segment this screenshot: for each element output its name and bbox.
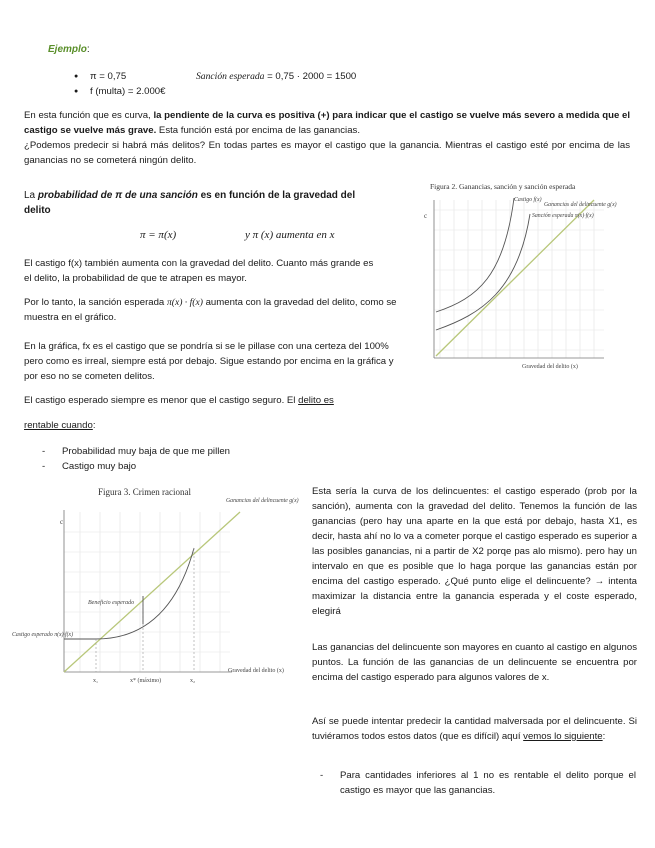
fig2-label-gains: Ganancias del delincuente g(x) xyxy=(544,202,617,208)
fig3-title: Figura 3. Crimen racional xyxy=(98,487,191,497)
fig3-x-label: Gravedad del delito (x) xyxy=(228,668,284,674)
paragraph-predict-crimes: ¿Podemos predecir si habrá más delitos? En todas partes es mayor el castigo que la ganancia. Mientras el castigo esté por encima de las ganancias no se cometerá ningún delito. xyxy=(24,140,630,166)
list-item: - Probabilidad muy baja de que me pillen xyxy=(62,444,230,459)
fig3-label-benefit: Beneficio esperado xyxy=(88,600,135,606)
list-item: - Para cantidades inferiores al 1 no es rentable el delito porque el castigo es mayor que las ganancias. xyxy=(340,768,636,798)
list-item: - Castigo muy bajo xyxy=(62,459,136,474)
fig3-tick-x2: x₂ xyxy=(190,678,196,684)
figure-2-chart xyxy=(418,180,618,370)
fig3-y-label: c xyxy=(60,518,64,526)
fig3-label-gains: Ganancias del delincuente g(x) xyxy=(226,498,299,504)
fig3-expected-punishment-curve xyxy=(64,548,194,639)
fig3-tick-xmax: x* (máximo) xyxy=(130,678,162,684)
formula-probability: π = π(x) xyxy=(140,229,177,241)
paragraph-expected-sanction: Por lo tanto, la sanción esperada π(x) · f(x) aumenta con la gravedad del delito, como se muestra en el gráfico. xyxy=(24,297,397,323)
example-bullet-2: ● f (multa) = 2.000€ xyxy=(90,84,165,99)
fig3-label-punishment: Castigo esperado π(x)·f(x) xyxy=(12,632,74,638)
figure-3-chart xyxy=(10,484,306,690)
example-bullet-1: ● π = 0,75 xyxy=(90,69,126,84)
fig2-gains-line xyxy=(436,200,594,356)
probability-heading: La probabilidad de π de una sanción es en función de la gravedad del delito xyxy=(24,190,356,216)
fig3-tick-x1: x₁ xyxy=(93,678,99,684)
paragraph-profitable-cont: rentable cuando: xyxy=(24,420,96,431)
fig2-punishment-curve xyxy=(436,198,514,312)
paragraph-predict-amount: Así se puede intentar predecir la cantidad malversada por el delincuente. Si tuviéramos todos estos datos (que es difícil) aquí vemos lo siguiente: xyxy=(312,716,637,742)
fig2-expected-sanction-curve xyxy=(436,214,530,330)
paragraph-gains-above: Las ganancias del delincuente son mayores en cuanto al castigo en algunos puntos. La función de las ganancias de un delincuente se encuentra por encima del castigo esperado para algunos valores de x. xyxy=(312,642,637,683)
paragraph-punishment-increases: El castigo f(x) también aumenta con la gravedad del delito. Cuanto más grande es el delito, la probabilidad de que te atrapen es mayor. xyxy=(24,258,374,284)
paragraph-curve-slope: En esta función que es curva, la pendiente de la curva es positiva (+) para indicar que el castigo se vuelve más severo a medida que el castigo se vuelve más grave. Esta función está por encima de las ganancias. xyxy=(24,110,631,136)
paragraph-graph-explanation: En la gráfica, fx es el castigo que se pondría si se le pillase con una certeza del 100% pero como es irreal, siempre está por debajo. Sigue estando por encima en la gráfica y por eso no se cometen delitos. xyxy=(24,341,394,382)
paragraph-profitable: El castigo esperado siempre es menor que el castigo seguro. El delito es xyxy=(24,395,334,406)
fig2-label-punishment: Castigo f(x) xyxy=(514,197,542,203)
example-label: Ejemplo: xyxy=(48,44,90,55)
example-expected-sanction: Sanción esperada = 0,75 · 2000 = 1500 xyxy=(196,71,357,82)
fig2-label-sanction: Sanción esperada π(x)·f(x) xyxy=(532,213,594,219)
fig2-x-label: Gravedad del delito (x) xyxy=(522,364,578,370)
fig2-y-label: c xyxy=(424,212,428,220)
paragraph-criminal-curve: Esta sería la curva de los delincuentes: el castigo esperado (prob por la sanción), aumenta con la gravedad del delito. Tenemos la función de las ganancias (pero hay una aparte en la que está por debajo, hasta X1, es decir, hasta ahí no lo va a cometer porque el castigo esperado es superior a las posibles ganancias, ni a partir de X2 porqe pas alo mismo). pero hay un intervalo en que es posible que lo haga porque las ganancias están por encima del castigo esperado. ¿Qué punto elige el delincuente? → intenta maximizar la distancia entre la ganancia esperada y el coste esperado, elegirá xyxy=(312,486,637,617)
formula-increases: y π (x) aumenta en x xyxy=(245,229,335,241)
fig2-title: Figura 2. Ganancias, sanción y sanción esperada xyxy=(430,182,576,191)
